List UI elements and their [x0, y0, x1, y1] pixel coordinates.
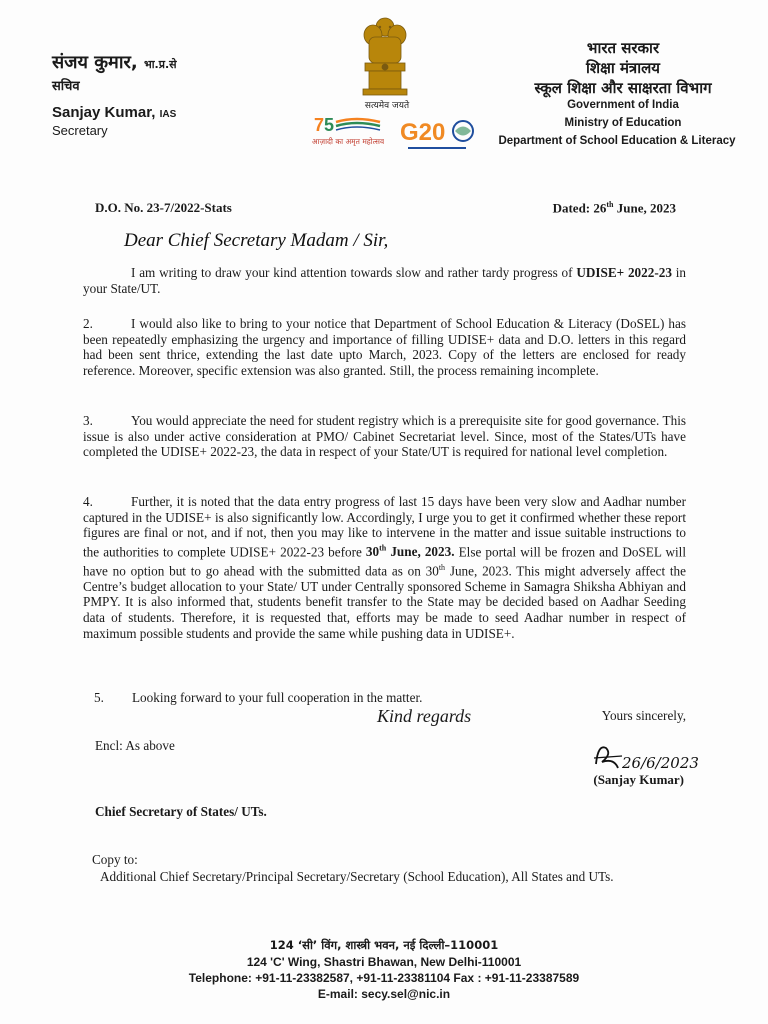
paragraph-1: I am writing to draw your kind attention towards slow and rather tardy progress of UDISE+ 2022-23 in your State/UT. [83, 265, 686, 296]
letterhead-right-line: स्कूल शिक्षा और साक्षरता विभाग [534, 79, 712, 97]
footer-address-hindi: 124 ‘सी’ विंग, शास्त्री भवन, नई दिल्ली–110001 [269, 938, 499, 952]
footer-phone: Telephone: +91-11-23382587, +91-11-23381104 Fax : +91-11-23387589 [188, 971, 580, 985]
copy-to-label: Copy to: [92, 852, 138, 867]
azadi-ka-amrit-mahotsav-logo [312, 114, 384, 154]
g20-text: G20 [400, 119, 446, 146]
national-emblem-icon [355, 15, 415, 100]
svg-text:5: 5 [324, 115, 335, 135]
enclosure: Encl: As above [95, 738, 175, 753]
azadi-logo-text: आज़ादी का अमृत महोत्सव [312, 137, 384, 146]
letter-date: Dated: 26th June, 2023 [552, 200, 676, 216]
english-name: Sanjay Kumar, IAS [52, 104, 177, 121]
g20-logo [398, 114, 478, 156]
hindi-name: संजय कुमार, भा.प्र.से [52, 52, 177, 73]
paragraph-2: 2. I would also like to bring to your notice that Department of School Education & Literacy (DoSEL) has been repeatedly emphasizing the urgency and importance of filling UDISE+ data and D.O. letters in this regard had been sent thrice, extending the last date upto March, 2023. Copy of the letters are enclosed for ready reference. Moreover, specific extension was also granted. Still, the process remaining incomplete. [83, 316, 686, 378]
letterhead-right-line: भारत सरकार [586, 39, 660, 57]
paragraph-4: 4. Further, it is noted that the data entry progress of last 15 days have been very slow and Aadhar number captured in the UDISE+ is also significantly low. Accordingly, I urge you to get it confirmed whether these report figures are final or not, and if not, then you may like to intervene in the matter and issue suitable instructions to the authorities to complete UDISE+ 2022-23 before 30th June, 2023. Else portal will be frozen and DoSEL will have no option but to go ahead with the submitted data as on 30th June, 2023. This might adversely affect the Centre’s budget allocation to your State/ UT under Centrally sponsored Scheme in Samagra Shiksha Abhiyan and PMPY. It is also informed that, students benefit transfer to the State may be decided based on Aadhar Seeding data of students. Therefore, it is requested that, efforts may be made to seed Aadhar number in respect of maximum possible students and provide the same while pushing data in UDISE+. [83, 494, 687, 641]
letterhead-right-line: शिक्षा मंत्रालय [586, 59, 660, 77]
handwritten-kind-regards: Kind regards [377, 706, 472, 726]
footer-email: E-mail: secy.sel@nic.in [317, 987, 451, 1001]
copy-to-text: Additional Chief Secretary/Principal Secretary/Secretary (School Education), All States and UTs. [100, 869, 614, 884]
handwritten-salutation: Dear Chief Secretary Madam / Sir, [124, 230, 389, 251]
letterhead-right-line: Ministry of Education [564, 117, 682, 129]
signature-date: 26/6/2023 [622, 754, 699, 772]
letterhead-right-line: Department of School Education & Literacy [498, 135, 736, 147]
letterhead-right-line: Government of India [567, 99, 679, 111]
signatory-name: (Sanjay Kumar) [593, 772, 684, 787]
english-title: Secretary [52, 123, 108, 138]
do-number: D.O. No. 23-7/2022-Stats [95, 200, 232, 215]
paragraph-3: 3. You would appreciate the need for student registry which is a prerequisite site for good governance. This issue is also under active consideration at PMO/ Cabinet Secretariat level. Since, most of the States/UTs have completed the UDISE+ 2022-23, the data in respect of your State/UT is required for national level completion. [83, 413, 686, 460]
emblem-motto: सत्यमेव जयते [364, 101, 410, 111]
closing: Yours sincerely, [601, 708, 686, 723]
paragraph-5: 5. Looking forward to your full cooperation in the matter. [94, 690, 423, 705]
footer-address: 124 'C' Wing, Shastri Bhawan, New Delhi-110001 [246, 955, 522, 969]
svg-text:7: 7 [314, 115, 325, 135]
addressee: Chief Secretary of States/ UTs. [95, 804, 267, 819]
hindi-title: सचिव [52, 79, 80, 94]
